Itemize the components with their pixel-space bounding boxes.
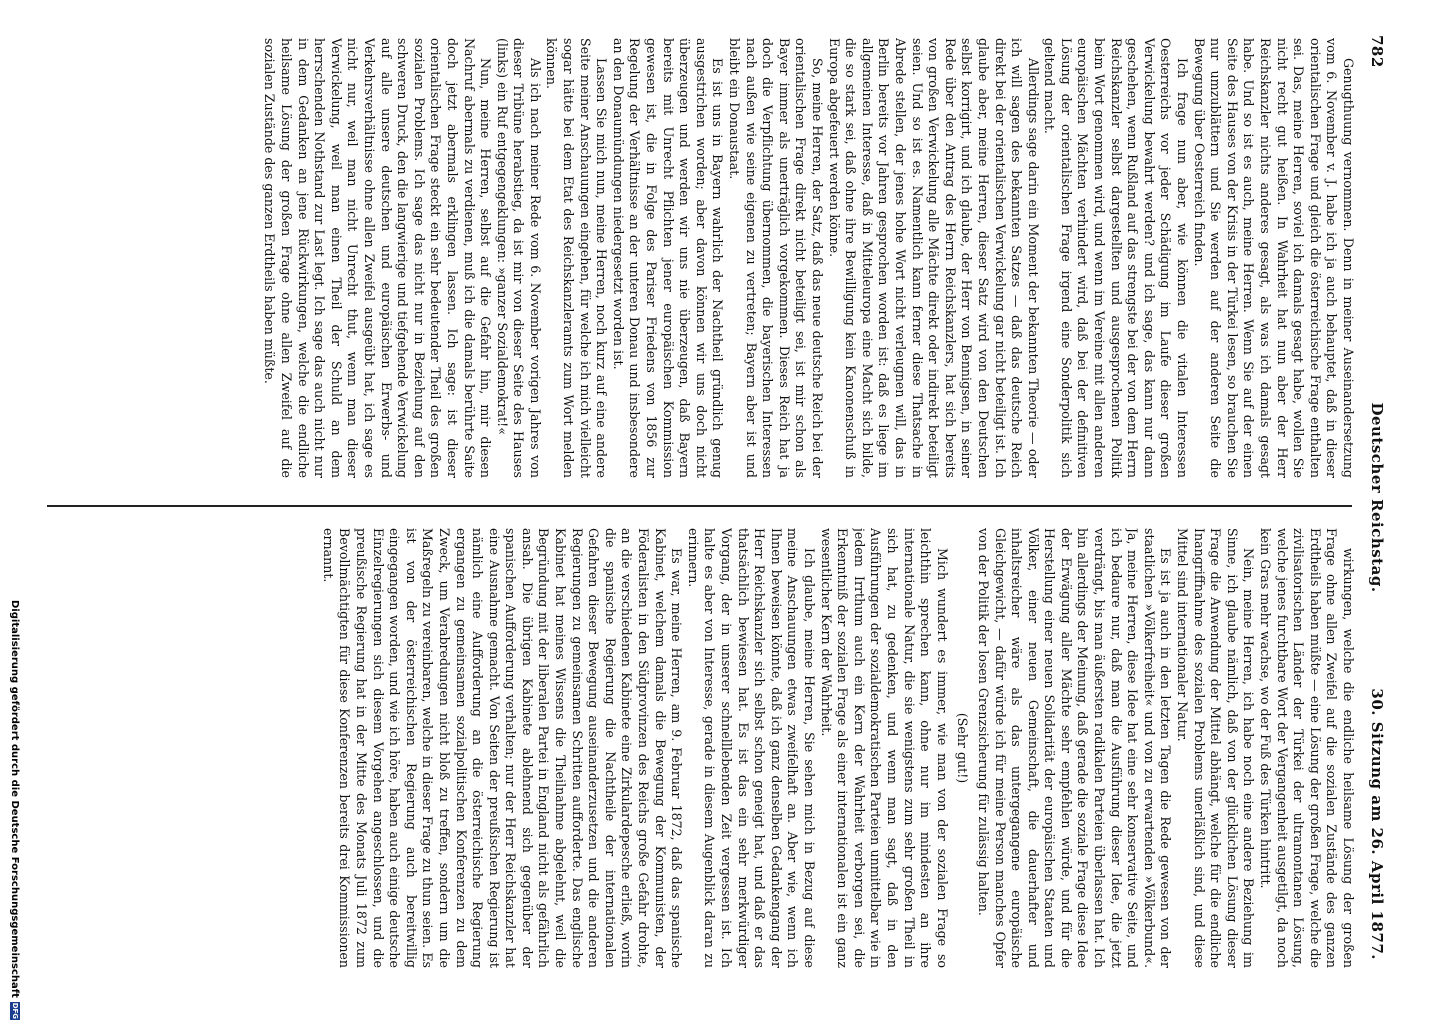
paragraph: Lassen Sie mich nun, meine Herren, noch kurz auf eine andere Seite meiner Anschauungen eingehen, für welche ich mich vielleicht sogar hätte bei dem Etat des Reichskanzleramts zum Wort melden können.: [544, 38, 610, 478]
digitization-note: [9, 600, 20, 1020]
paragraph: Allerdings sage darin ein Moment der bekannten Theorie — oder ich will sagen des bekannten Satzes — daß das deutsche Reich direkt bei der orientalischen Verwickelung gar nicht beteiligt ist. Ich glaube aber, meine Herren, dieser Satz wird von den Deutschen selbst korrigirt, und ich glaube, der Herr von Bennigsen, in seiner Rede über den Antrag des Herrn Reichskanzlers, hat sich bereits von großen Verwickelung alle Mächte direkt oder indirekt beteiligt seien. Und so ist es. Namentlich kann ferner diese Thatsache in Abrede stellen, der jenes hohe Wort nicht verleugnen will, das in Berlin bereits vor Jahren gesprochen worden ist: daß es liege im allgemeinen Interesse, daß in Mitteleuropa eine Macht sich bilde, die so stark sei, daß ohne ihre Bewilligung kein Kanonenschuß in Europa abgefeuert werden könne.: [826, 38, 1041, 478]
paragraph: Ich glaube, meine Herren, Sie sehen mich in Bezug auf diese meine Anschauungen etwas zweifelhaft an. Aber wie, wenn ich Ihnen beweisen könnte, daß ich ganz denselben Gedankengang der Herr Reichskanzler sich selbst schon geneigt hat, und daß er das thatsächlich bewiesen hat. Es ist das ein sehr merkwürdiger Vorgang, der in unserer schnelllebenden Zeit vergessen ist. Ich halte es aber von Interesse, gerade in diesem Augenblick daran zu erinnern.: [685, 528, 817, 968]
paragraph: Mich wundert es immer, wie man von der sozialen Frage so leichthin sprechen kann, ohne nur im mindesten an ihre internationale Natur, die sie wenigstens zum sehr großen Theil in sich hat, zu gedenken, und wenn man sagt, daß in den Ausführungen der sozialdemokratischen Parteien unmittelbar wie in jedem Irrthum auch ein Kern der Wahrheit verborgen sei, die Erkenntniß der sozialen Frage als einer internationalen ist ein ganz wesentlicher Kern der Wahrheit.: [818, 528, 950, 968]
page-title: Deutscher Reichstag.: [1368, 402, 1386, 593]
paragraph: Es war, meine Herren, am 9. Februar 1872, daß das spanische Kabinet, welchem damals die Bewegung der Kommunisten, der Föderalisten in den Südprovinzen des Reichs große Gefahr drohte, an die verschiedenen Kabinete eine Zirkulardepesche erließ, worin die spanische Regierung die Nachtheile der internationalen Gefahren dieser Bewegung auseinanderzusetzen und die anderen Regierungen zu gemeinsamen Schritten aufforderte. Das englische Kabinet hat meines Wissens die Theilnahme abgelehnt, weil die Begründung mit der liberalen Partei in England nicht als gefährlich ansah. Die übrigen Kabinete ablehnend sich gegenüber der spanischen Aufforderung verhalten; nur der Herr Reichskanzler hat eine Ausnahme gemacht. Von Seiten der preußischen Regierung ist nämlich eine Aufforderung an die österreichische Regierung ergangen zu gemeinsamen sozialpolitischen Konferenzen zu dem Zweck, um Verabredungen nicht bloß zu treffen, sondern um die Maßregeln zu vereinbaren, welche in dieser Frage zu thun seien. Es ist von der österreichischen Regierung auch bereitwillig eingegangen worden, und wie ich höre, haben auch einige deutsche Einzelregierungen sich diesem Vorgehen angeschlossen, und die preußische Regierung hat in der Mitte des Monats Juli 1872 zum Bevollmächtigten für diese Konferenzen bereits drei Kommissionen ernannt.: [320, 528, 685, 968]
paragraph: Nun, meine Herren, selbst auf die Gefahr hin, mir diesen Nachruf abermals zu verdienen, muß ich die damals berührte Saite doch jetzt abermals erklingen lassen. Ich sage: ist dieser orientalischen Frage steckt ein sehr bedeutender Theil des großen sozialen Problems. Ich sage das nicht nur in Beziehung auf den schweren Druck, den die langwierige und tiefgehende Verwickelung auf alle unsere deutschen und europäischen Erwerbs- und Verkehrsverhältnisse ohne allen Zweifel ausgeübt hat, ich sage es nicht nur, weil man nicht Unrecht thut, wenn man dieser Verwickelung, weil man einen Theil der Schuld an dem herrschenden Nothstand zur Last legt. Ich sage das auch nicht nur in dem Gedanken an jene Rückwirkungen, welche die endliche heilsame Lösung der großen Frage ohne allen Zweifel auf die sozialen Zustände des ganzen Erdtheils haben müßte.: [262, 38, 494, 478]
paragraph: Es ist ja auch in den letzten Tagen die Rede gewesen von der staatlichen »Völkerfreiheit« und von zu erwartenden »Völkerbund«. Ja, meine Herren, diese Idee hat eine sehr konservative Seite, und ich bedaure nur, daß man die Ausführung dieser Idee, die jetzt verdrängt, bis man äußersten radikalen Parteien überlassen hat. Ich bin allerdings der Meinung, daß gerade die soziale Frage diese Idee der Erwägung aller Mächte sehr empfehlen würde, und für die Herstellung einer neuen Solidarität der europäischen Staaten und Völker, einer neuen Gemeinschaft, die dauerhafter und inhaltsreicher wäre als das untergegangene europäische Gleichgewicht, — dafür würde ich für meine Person manches Opfer von der Politik der losen Grenzsicherung für zulässig halten.: [975, 528, 1174, 968]
text-column-left: [41, 38, 1356, 478]
paragraph: So, meine Herren, der Satz, daß das neue deutsche Reich bei der orientalischen Frage direkt nicht beteiligt sei, ist mir schon als Bayer immer als unerträglich vorgekommen. Dieses Reich hat ja doch die Verpflichtung übernommen, die bayerischen Interessen nach außen wie seine eigenen zu vertreten; Bayern aber ist und bleibt ein Donaustaat.: [727, 38, 825, 478]
paragraph: Genugthuung vernommen. Denn in meiner Auseinandersetzung vom 6. November v. J. habe ich ja auch behauptet, daß in dieser orientalischen Frage und gleich die österreichische Frage enthalten sei. Das, meine Herren, soviel ich damals gesagt habe, wollen Sie nicht recht gut heißen. In Wahrheit hat nun aber der Herr Reichskanzler nichts anderes gesagt, als was ich damals gesagt habe. Und so ist es auch, meine Herren. Wenn Sie auf der einen Seite des Hauses von der Krisis in der Türkei lesen, so brauchen Sie nur umzublättern und Sie werden auf der anderen Seite die Bewegung über Oesterreich finden.: [1191, 38, 1356, 478]
paragraph: Es ist uns in Bayern wahrlich der Nachtheil gründlich genug ausgestrichen worden; aber davon können wir uns doch nicht überzeugen und werden wir uns nie überzeugen, daß Bayern bereits mit Unrecht Pflichten jener europäischen Kommission gewesen ist, die in Folge des Pariser Friedens von 1856 zur Regelung der Verhältnisse an der unteren Donau und insbesondere an den Donaumündungen niedergesetzt worden ist.: [610, 38, 726, 478]
paragraph: wirkungen, welche die endliche heilsame Lösung der großen Frage ohne allen Zweifel auf die sozialen Zustände des ganzen Erdtheils haben müßte — eine Lösung der großen Frage, welche die zivilisatorischen Länder der Türkei der ultramontanen Lösung, welche jenes furchtbare Wort der Vergangenheit ausgetilgt, da noch kein Gras mehr wachse, wo der Fuß des Türken hintritt.: [1258, 528, 1356, 968]
text-column-right: [41, 528, 1356, 968]
paragraph: Als ich nach meiner Rede vom 6. November vorigen Jahres von dieser Tribüne herabstieg, da ist mir von dieser Seite des Hauses (links) ein Ruf entgegengeklungen: »ganzer Sozialdemokrat!«: [494, 38, 543, 478]
page-number: 782: [1368, 35, 1386, 68]
paragraph: Ich frage nun aber, wie können die vitalen Interessen Oesterreichs vor jeder Schädigung im Laufe dieser großen Verwickelung bewahrt werden? und ich sage, das kann nur dann geschehen, wenn Rußland auf das strengste bei der von dem Herrn Reichskanzler selbst dargestellten und ausgesprochenen Politik beim Wort genommen wird, und wenn im Vereine mit allen anderen europäischen Mächten verhindert wird, daß bei der definitiven Lösung der orientalischen Frage irgend eine Sonderpolitik sich geltend macht.: [1042, 38, 1191, 478]
session-date: 30. Sitzung am 26. April 1877.: [1368, 688, 1386, 960]
column-divider: [47, 505, 1352, 507]
interjection: (Sehr gut!): [955, 712, 971, 784]
digitization-text: Digitalisierung gefördert durch die Deutsche Forschungsgemeinschaft: [9, 600, 20, 998]
page-header: [1362, 35, 1386, 960]
dfg-logo: DFG: [11, 1002, 19, 1020]
paragraph: Nein, meine Herren, ich habe noch eine andere Beziehung im Sinne, ich glaube nämlich, daß von der glücklichen Lösung dieser Frage die Anwendung der Mittel abhängt, welche für die endliche Inangriffnahme des sozialen Problems unerläßlich sind, und diese Mittel sind internationaler Natur.: [1175, 528, 1257, 968]
